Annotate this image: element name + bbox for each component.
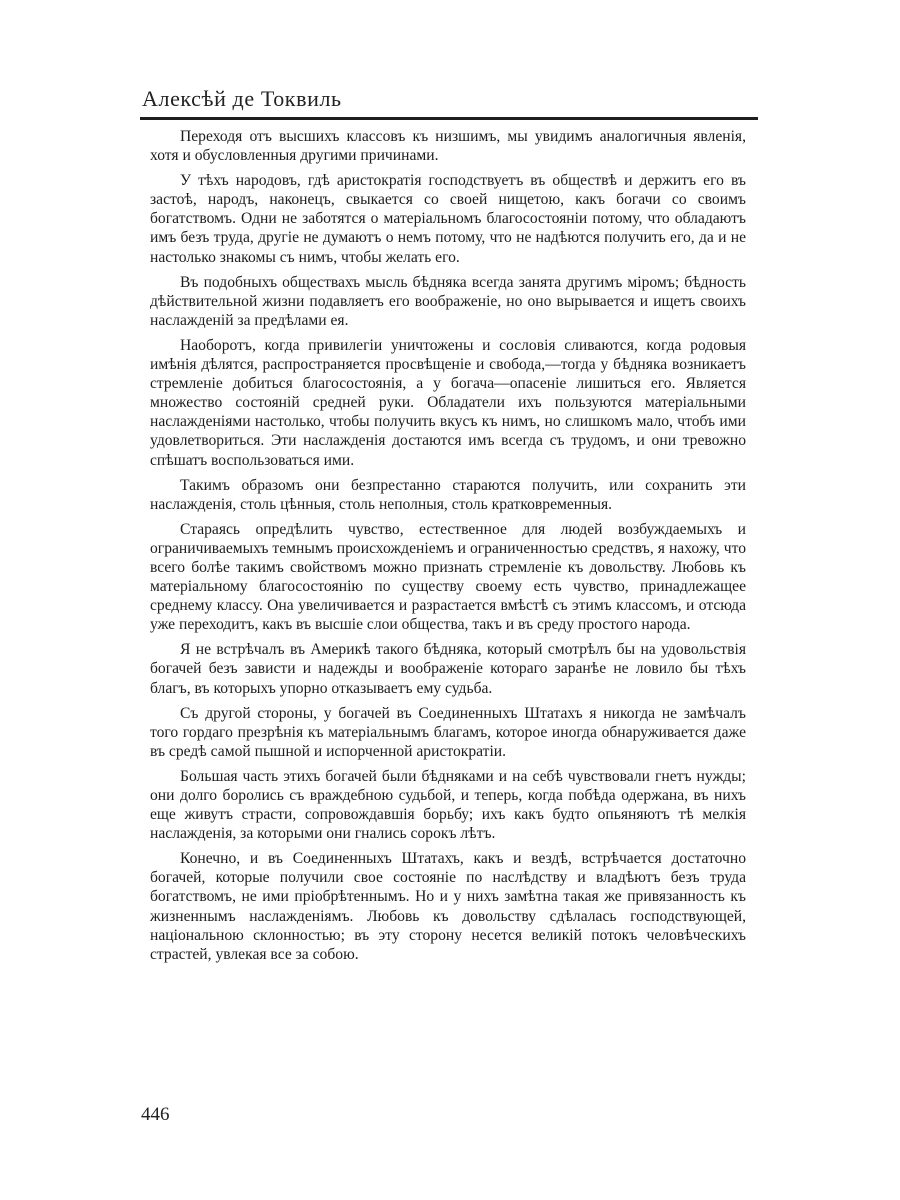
paragraph: Переходя отъ высшихъ классовъ къ низшимъ, мы увидимъ аналогичныя явленія, хотя и обусловленныя другими причинами. [150,128,746,165]
page-number: 446 [141,1104,170,1125]
paragraph: Такимъ образомъ они безпрестанно стараются получить, или сохранить эти наслажденія, столь цѣнныя, столь неполныя, столь кратковременныя. [150,476,746,513]
paragraph: Стараясь опредѣлить чувство, естественное для людей возбуждаемыхъ и ограничиваемыхъ темнымъ происхожденіемъ и ограниченностью средствъ, я нахожу, что всего болѣе такимъ свойствомъ можно признать стремленіе къ довольству. Любовь къ матеріальному благосостоянію по существу своему есть чувство, принадлежащее среднему классу. Она увеличивается и разрастается вмѣстѣ съ этимъ классомъ, и отсюда уже переходитъ, какъ въ высшіе слои общества, такъ и въ среду простого народа. [150,520,746,634]
paragraph: Наоборотъ, когда привилегіи уничтожены и сословія сливаются, когда родовыя имѣнія дѣлятся, распространяется просвѣщеніе и свобода,—тогда у бѣдняка возникаетъ стремленіе добиться благосостоянія, а у богача—опасеніе лишиться его. Является множество состояній средней руки. Обладатели ихъ пользуются матеріальными наслажденіями настолько, чтобы получить вкусъ къ нимъ, но слишкомъ мало, чтобъ ими удовлетвориться. Эти наслажденія достаются имъ всегда съ трудомъ, и они тревожно спѣшатъ воспользоваться ими. [150,336,746,469]
paragraph: Въ подобныхъ обществахъ мысль бѣдняка всегда занята другимъ міромъ; бѣдность дѣйствительной жизни подавляетъ его воображеніе, но оно вырывается и ищетъ своихъ наслажденій за предѣлами ея. [150,273,746,329]
paragraph: Большая часть этихъ богачей были бѣдняками и на себѣ чувствовали гнетъ нужды; они долго боролись съ враждебною судьбой, и теперь, когда побѣда одержана, въ нихъ еще живутъ страсти, сопровождавшія борьбу; ихъ какъ будто опьяняютъ тѣ мелкія наслажденія, за которыми они гнались сорокъ лѣтъ. [150,767,746,843]
header-rule [140,117,758,120]
paragraph: Я не встрѣчалъ въ Америкѣ такого бѣдняка, который смотрѣлъ бы на удовольствія богачей безъ зависти и надежды и воображеніе котораго заранѣе не ловило бы тѣхъ благъ, въ которыхъ упорно отказываетъ ему судьба. [150,641,746,697]
paragraph: Конечно, и въ Соединенныхъ Штатахъ, какъ и вездѣ, встрѣчается достаточно богачей, которые получили свое состояніе по наслѣдству и владѣютъ безъ труда богатствомъ, не ими пріобрѣтеннымъ. Но и у нихъ замѣтна такая же привязанность къ жизненнымъ наслажденіямъ. Любовь къ довольству сдѣлалась господствующей, національною склонностью; въ эту сторону несется великій потокъ человѣческихъ страстей, увлекая все за собою. [150,850,746,963]
running-header: Алексѣй де Токвиль [142,86,342,111]
paragraph: У тѣхъ народовъ, гдѣ аристократія господствуетъ въ обществѣ и держитъ его въ застоѣ, народъ, наконецъ, свыкается со своей нищетою, какъ богачи со своимъ богатствомъ. Одни не заботятся о матеріальномъ благосостояніи потому, что обладаютъ имъ безъ труда, другіе не думаютъ о немъ потому, что не надѣются получить его, да и не настолько знакомы съ нимъ, чтобы желать его. [150,172,746,266]
body-text [150,127,746,970]
paragraph: Съ другой стороны, у богачей въ Соединенныхъ Штатахъ я никогда не замѣчалъ того гордаго презрѣнія къ матеріальнымъ благамъ, которое иногда обнаруживается даже въ средѣ самой пышной и испорченной аристократіи. [150,704,746,760]
